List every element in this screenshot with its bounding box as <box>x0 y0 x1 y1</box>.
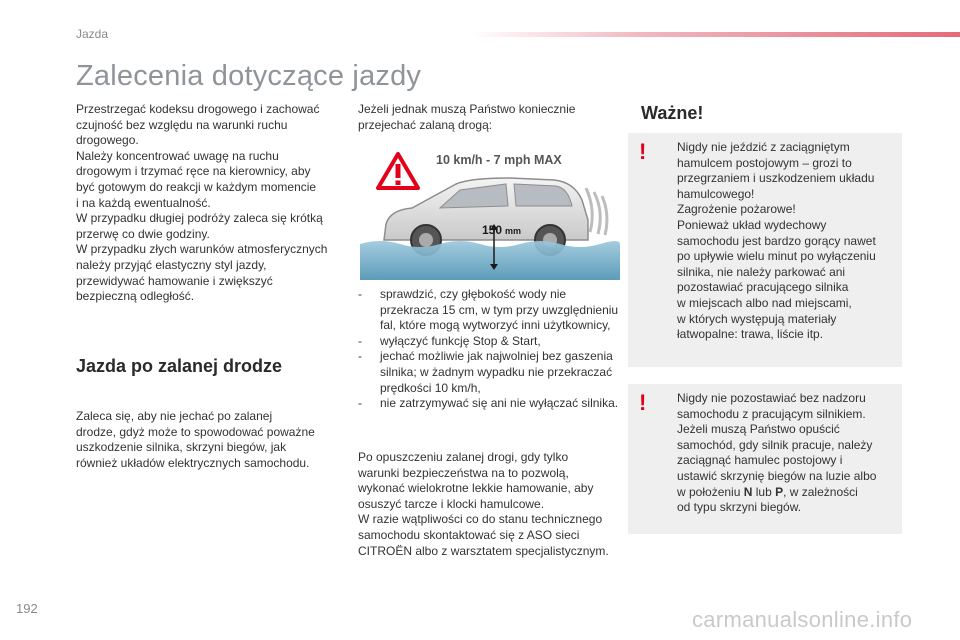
note-text-part: lub <box>752 484 776 499</box>
list-item-text: jechać możliwie jak najwolniej bez gaszenia silnika; w żadnym wypadku nie przekraczać prędkości 10 km/h, <box>380 349 613 395</box>
gear-p-label: P <box>775 484 784 499</box>
exclamation-icon: ! <box>639 139 647 164</box>
gear-n-label: N <box>743 484 753 499</box>
watermark: carmanualsonline.info <box>692 607 913 632</box>
list-item-text: sprawdzić, czy głębokość wody nie przekracza 15 cm, w tym przy uwzględnieniu fal, które mogą wytworzyć inni użytkownicy, <box>380 287 619 333</box>
note-text-part: Nigdy nie pozostawiać bez nadzoru samochodu z pracującym silnikiem. Jeżeli muszą Państwo opuścić samochód, gdy silnik pracuje, należy zaciągnąć hamulec postojowy i ustawić skrzynię biegów na luzie albo w położeniu <box>677 391 877 499</box>
depth-unit: mm <box>505 226 522 236</box>
note-text-part: , w zależności od typu skrzyni biegów. <box>677 484 858 515</box>
after-flood-paragraph: Po opuszczeniu zalanej drogi, gdy tylko warunki bezpieczeństwa na to pozwolą, wykonać wielokrotne lekkie hamowanie, aby osuszyć tarcze i klocki hamulcowe. W razie wątpliwości co do stanu technicznego samochodu skontaktować się z ASO sieci CITROËN albo z warsztatem specjalistycznym. <box>358 450 609 558</box>
warning-triangle-icon <box>378 154 418 188</box>
section-label: Jazda <box>76 27 109 41</box>
list-dash: - <box>358 396 362 411</box>
flood-paragraph: Zaleca się, aby nie jechać po zalanej drodze, gdyż może to spowodować poważne uszkodzenie silnika, skrzyni biegów, jak również układów elektrycznych samochodu. <box>76 409 315 470</box>
page-title: Zalecenia dotyczące jazdy <box>76 60 422 92</box>
list-dash: - <box>358 287 362 301</box>
list-item <box>358 334 623 350</box>
speed-limit-label: 10 km/h - 7 mph MAX <box>436 153 562 167</box>
page-number: 192 <box>16 601 38 616</box>
list-dash: - <box>358 333 362 348</box>
list-item-text: nie zatrzymywać się ani nie wyłączać silnika. <box>380 396 619 411</box>
important-title: Ważne! <box>641 103 704 123</box>
flood-intro-paragraph: Jeżeli jednak muszą Państwo koniecznie przejechać zalaną drogą: <box>358 102 576 132</box>
warning-note-text <box>677 391 895 516</box>
list-dash: - <box>358 349 362 364</box>
flood-heading: Jazda po zalanej drodze <box>76 356 283 376</box>
warning-note-box <box>628 133 902 367</box>
intro-paragraph: Przestrzegać kodeksu drogowego i zachować czujność bez względu na warunki ruchu drogowego. Należy koncentrować uwagę na ruchu drogowym i trzymać ręce na kierownicy, aby być gotowym do reakcji w każdym momencie i na każdą ewentualność. W przypadku długiej podróży zaleca się krótką przerwę co dwie godziny. W przypadku złych warunków atmosferycznych należy przyjąć elastyczny styl jazdy, przewidywać hamowanie i zwiększyć bezpieczną odległość. <box>76 102 328 304</box>
warning-note-box <box>628 384 902 534</box>
motion-lines <box>586 188 607 235</box>
flooded-road-illustration <box>360 140 620 280</box>
exclamation-icon: ! <box>639 390 647 415</box>
depth-value: 150 <box>482 223 503 237</box>
list-item <box>358 396 623 412</box>
list-item <box>358 349 623 396</box>
water-level <box>360 241 620 280</box>
flood-instructions-list <box>358 287 623 412</box>
warning-note-text: Nigdy nie jeździć z zaciągniętym hamulcem postojowym – grozi to przegrzaniem i uszkodzeniem układu hamulcowego! Zagrożenie pożarowe! Ponieważ układ wydechowy samochodu jest bardzo gorący nawet po upływie wielu minut po wyłączeniu silnika, nie należy parkować ani pozostawiać pracującego silnika w miejscach albo nad miejscami, w których występują materiały łatwopalne: trawa, liście itp. <box>677 140 876 342</box>
list-item-text: wyłączyć funkcję Stop & Start, <box>380 333 541 348</box>
list-item <box>358 287 623 334</box>
header-accent-bar <box>470 32 960 37</box>
